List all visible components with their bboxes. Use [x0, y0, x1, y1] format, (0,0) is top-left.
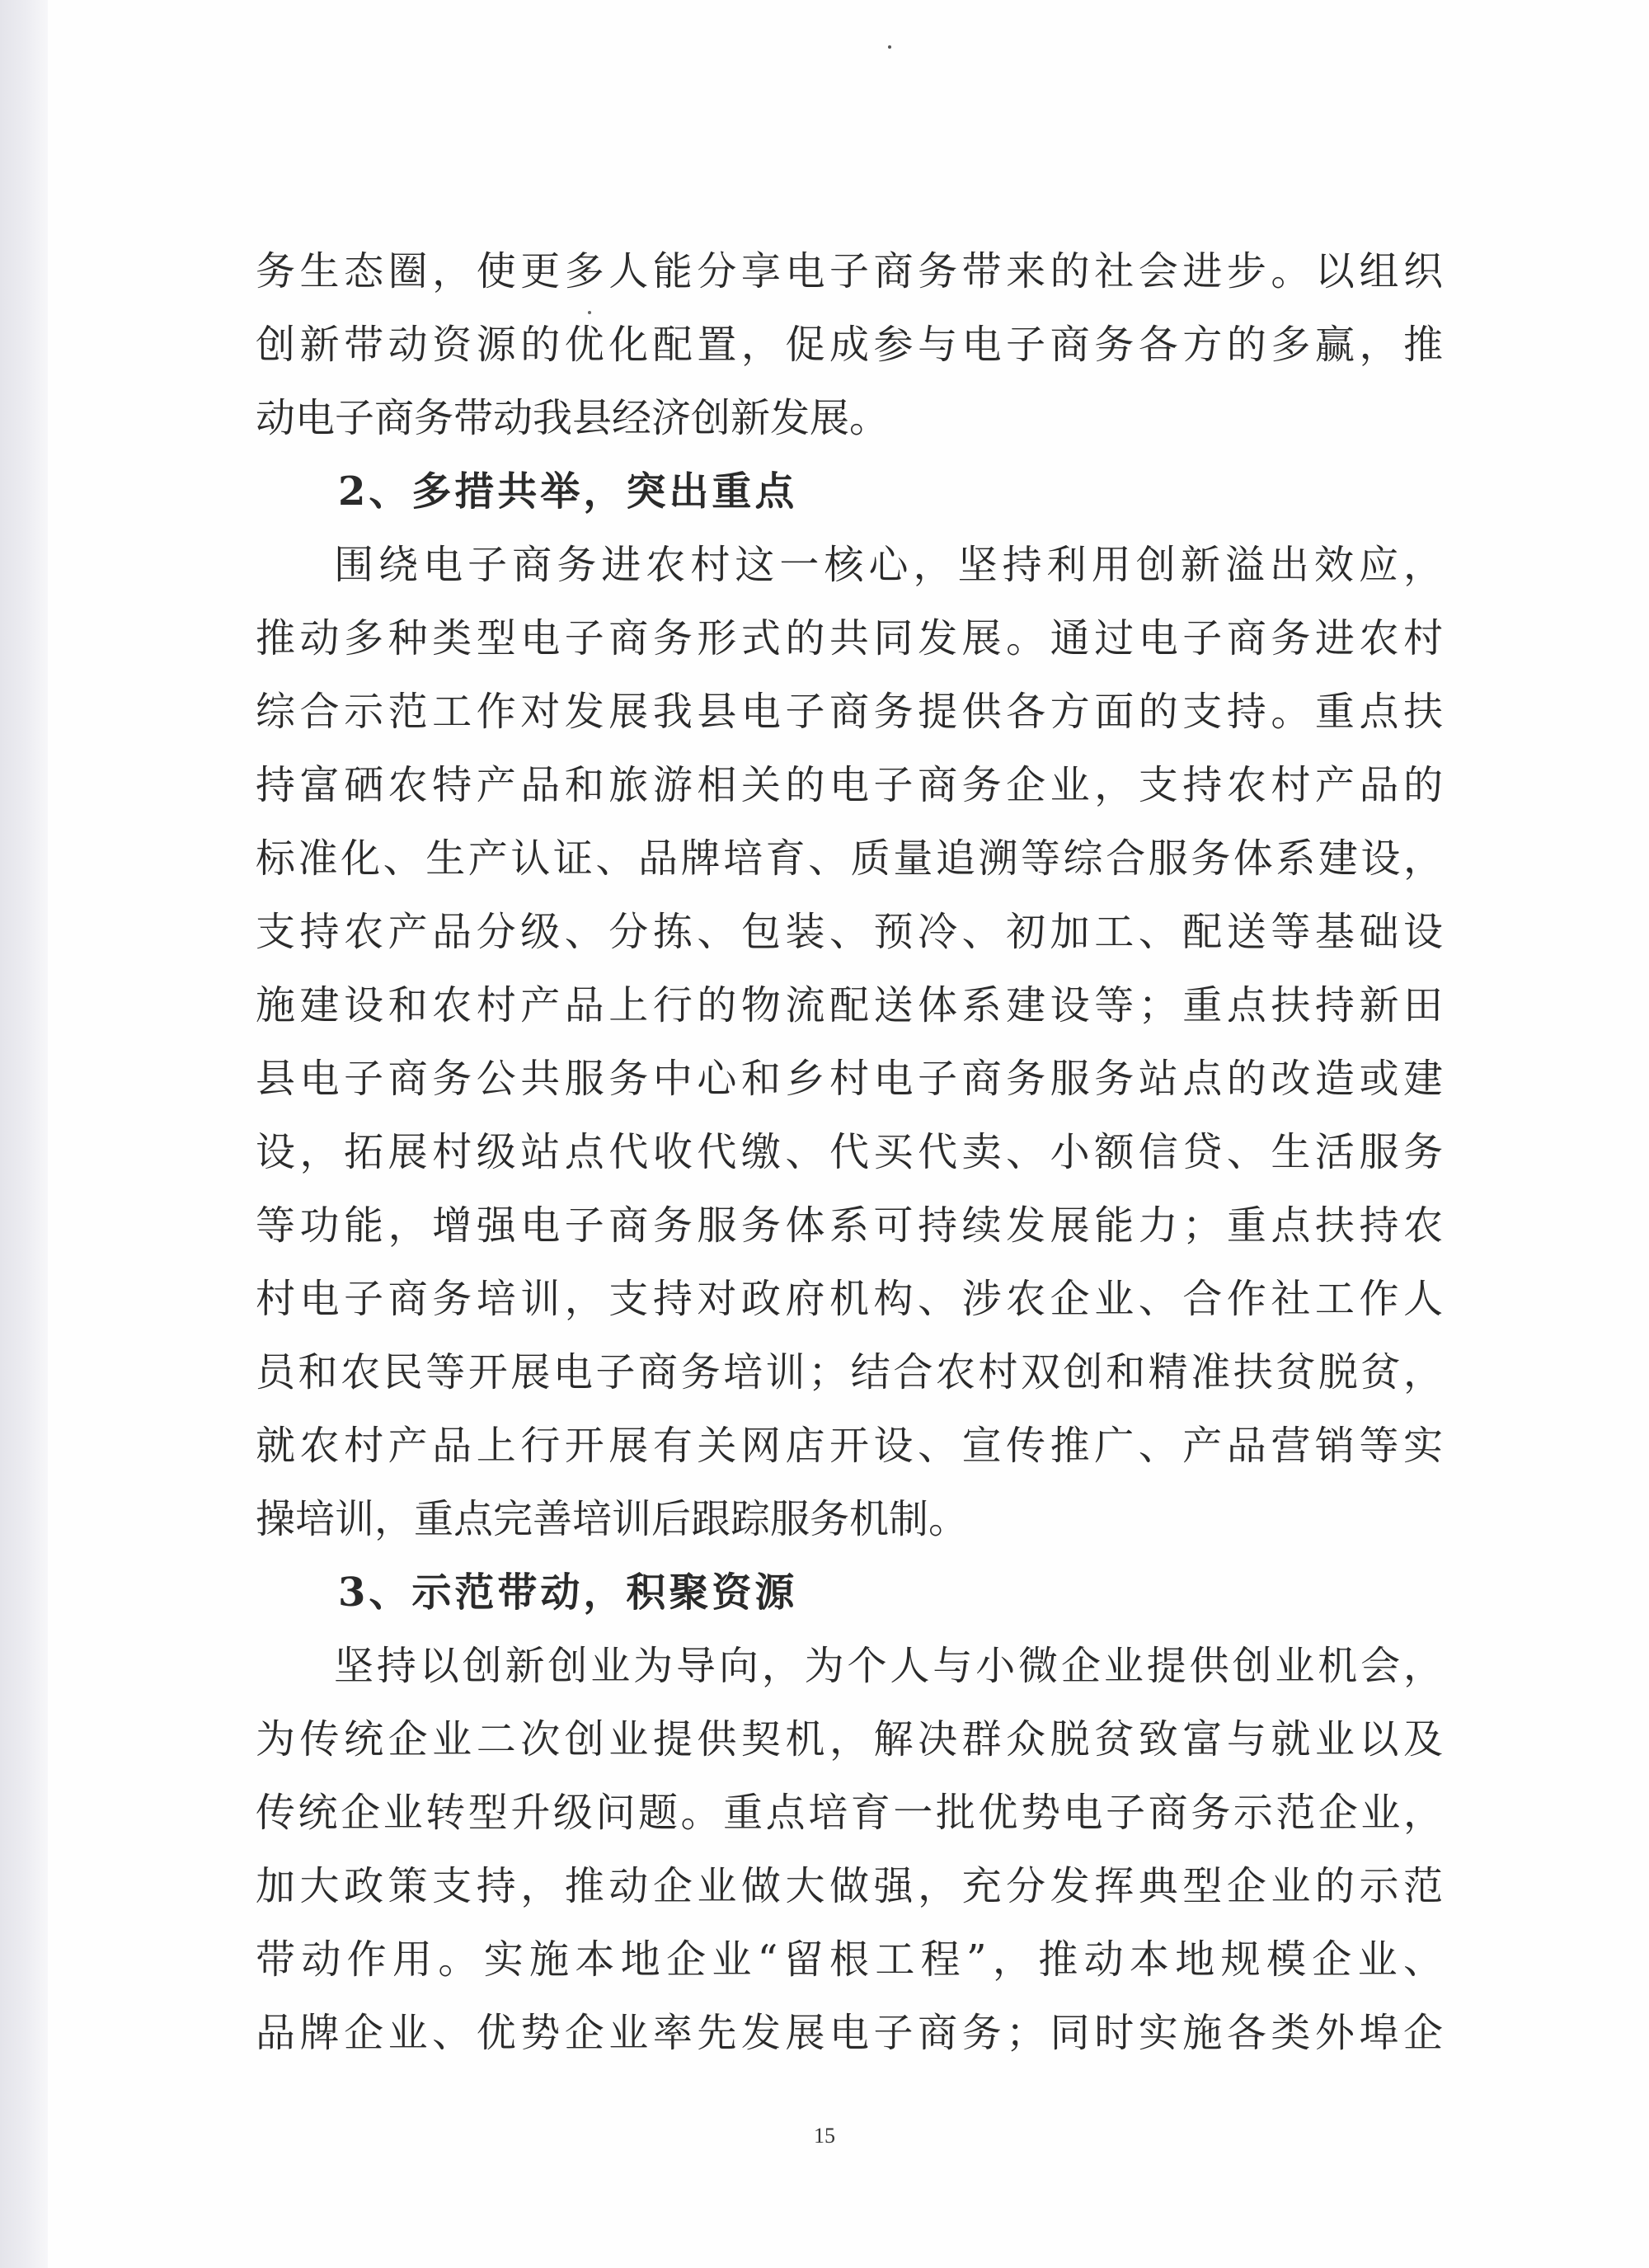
body-line: 设，拓展村级站点代收代缴、代买代卖、小额信贷、生活服务: [256, 1129, 1443, 1175]
body-line: 为传统企业二次创业提供契机，解决群众脱贫致富与就业以及: [256, 1716, 1443, 1762]
scan-speck: [888, 45, 891, 49]
page-number: 15: [814, 2124, 835, 2148]
body-line: 等功能，增强电子商务服务体系可持续发展能力；重点扶持农: [256, 1202, 1443, 1249]
body-line: 动电子商务带动我县经济创新发展。: [256, 395, 890, 441]
body-line: 操培训，重点完善培训后跟踪服务机制。: [256, 1496, 969, 1542]
body-line: 带动作用。实施本地企业“留根工程”，推动本地规模企业、: [256, 1936, 1443, 1983]
body-line: 标准化、生产认证、品牌培育、质量追溯等综合服务体系建设，: [256, 835, 1443, 882]
body-line: 坚持以创新创业为导向，为个人与小微企业提供创业机会，: [334, 1643, 1443, 1689]
body-line: 村电子商务培训，支持对政府机构、涉农企业、合作社工作人: [256, 1276, 1443, 1322]
scan-shadow-edge: [0, 0, 48, 2268]
body-line: 员和农民等开展电子商务培训；结合农村双创和精准扶贫脱贫，: [256, 1349, 1443, 1395]
body-line: 创新带动资源的优化配置，促成参与电子商务各方的多赢，推: [256, 322, 1443, 368]
body-line: 就农村产品上行开展有关网店开设、宣传推广、产品营销等实: [256, 1423, 1443, 1469]
body-line: 施建设和农村产品上行的物流配送体系建设等；重点扶持新田: [256, 982, 1443, 1028]
body-line: 持富硒农特产品和旅游相关的电子商务企业，支持农村产品的: [256, 762, 1443, 808]
body-line: 推动多种类型电子商务形式的共同发展。通过电子商务进农村: [256, 615, 1443, 661]
body-line: 县电子商务公共服务中心和乡村电子商务服务站点的改造或建: [256, 1056, 1443, 1102]
body-line: 支持农产品分级、分拣、包装、预冷、初加工、配送等基础设: [256, 909, 1443, 955]
body-line: 品牌企业、优势企业率先发展电子商务；同时实施各类外埠企: [256, 2010, 1443, 2056]
body-line: 围绕电子商务进农村这一核心，坚持利用创新溢出效应，: [334, 542, 1443, 588]
body-line: 综合示范工作对发展我县电子商务提供各方面的支持。重点扶: [256, 689, 1443, 735]
section-heading: 3、示范带动，积聚资源: [338, 1569, 798, 1616]
section-heading: 2、多措共举，突出重点: [338, 468, 798, 515]
body-line: 传统企业转型升级问题。重点培育一批优势电子商务示范企业，: [256, 1790, 1443, 1836]
scan-speck: [588, 311, 591, 314]
body-line: 务生态圈，使更多人能分享电子商务带来的社会进步。以组织: [256, 248, 1443, 294]
body-line: 加大政策支持，推动企业做大做强，充分发挥典型企业的示范: [256, 1863, 1443, 1909]
